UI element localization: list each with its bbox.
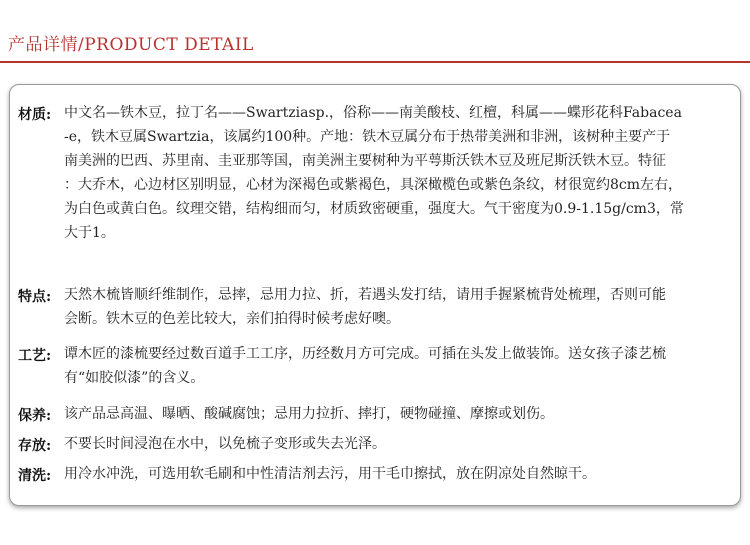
text-line: -e，铁木豆属Swartzia，该属约100种。产地：铁木豆属分布于热带美洲和非洲，该树种主要产于	[64, 129, 671, 145]
text-line: ：大乔木，心边材区别明显，心材为深褐色或紫褐色，具深橄榄色或紫色条纹，材很宽约8cm左右，	[64, 177, 683, 193]
text-line: 用冷水冲洗，可选用软毛刷和中性清洁剂去污，用干毛巾擦拭，放在阴凉处自然晾干。	[64, 466, 596, 482]
section-body	[64, 342, 744, 390]
section-body	[64, 432, 744, 456]
header-divider	[0, 61, 750, 63]
text-line: 中文名—铁木豆，拉丁名——Swartziasp.，俗称——南美酸枝、红檀，科属——蝶形花科Fabacea	[64, 105, 682, 121]
section-body	[64, 462, 744, 486]
section-label: 保养:	[18, 408, 52, 424]
text-line: 该产品忌高温、曝晒、酸碱腐蚀；忌用力拉折、摔打，硬物碰撞、摩擦或划伤。	[64, 406, 554, 422]
section-label: 材质:	[18, 107, 52, 123]
section-label: 特点:	[18, 289, 52, 305]
text-line: 天然木梳皆顺纤维制作，忌摔，忌用力拉、折，若遇头发打结，请用手握紧梳背处梳理，否则可能	[64, 287, 666, 303]
text-line: 会断。铁木豆的色差比较大，亲们拍得时候考虑好噢。	[64, 311, 400, 327]
text-line: 南美洲的巴西、苏里南、圭亚那等国，南美洲主要树种为平萼斯沃铁木豆及班尼斯沃铁木豆。特征	[64, 153, 666, 169]
text-line: 大于1。	[64, 225, 115, 241]
text-line: 不要长时间浸泡在水中，以免梳子变形或失去光泽。	[64, 436, 386, 452]
text-line: 谭木匠的漆梳要经过数百道手工工序，历经数月方可完成。可插在头发上做装饰。送女孩子漆艺梳	[64, 346, 666, 362]
section-label: 工艺:	[18, 348, 52, 364]
section-body	[64, 101, 744, 245]
section-body	[64, 283, 744, 331]
section-label: 存放:	[18, 438, 52, 454]
section-label: 清洗:	[18, 468, 52, 484]
section-body	[64, 402, 744, 426]
text-line: 为白色或黄白色。纹理交错，结构细而匀，材质致密硬重，强度大。气干密度为0.9-1.15g/cm3，常	[64, 201, 684, 217]
page-title: 产品详情/PRODUCT DETAIL	[8, 35, 254, 55]
text-line: 有“如胶似漆”的含义。	[64, 370, 205, 386]
